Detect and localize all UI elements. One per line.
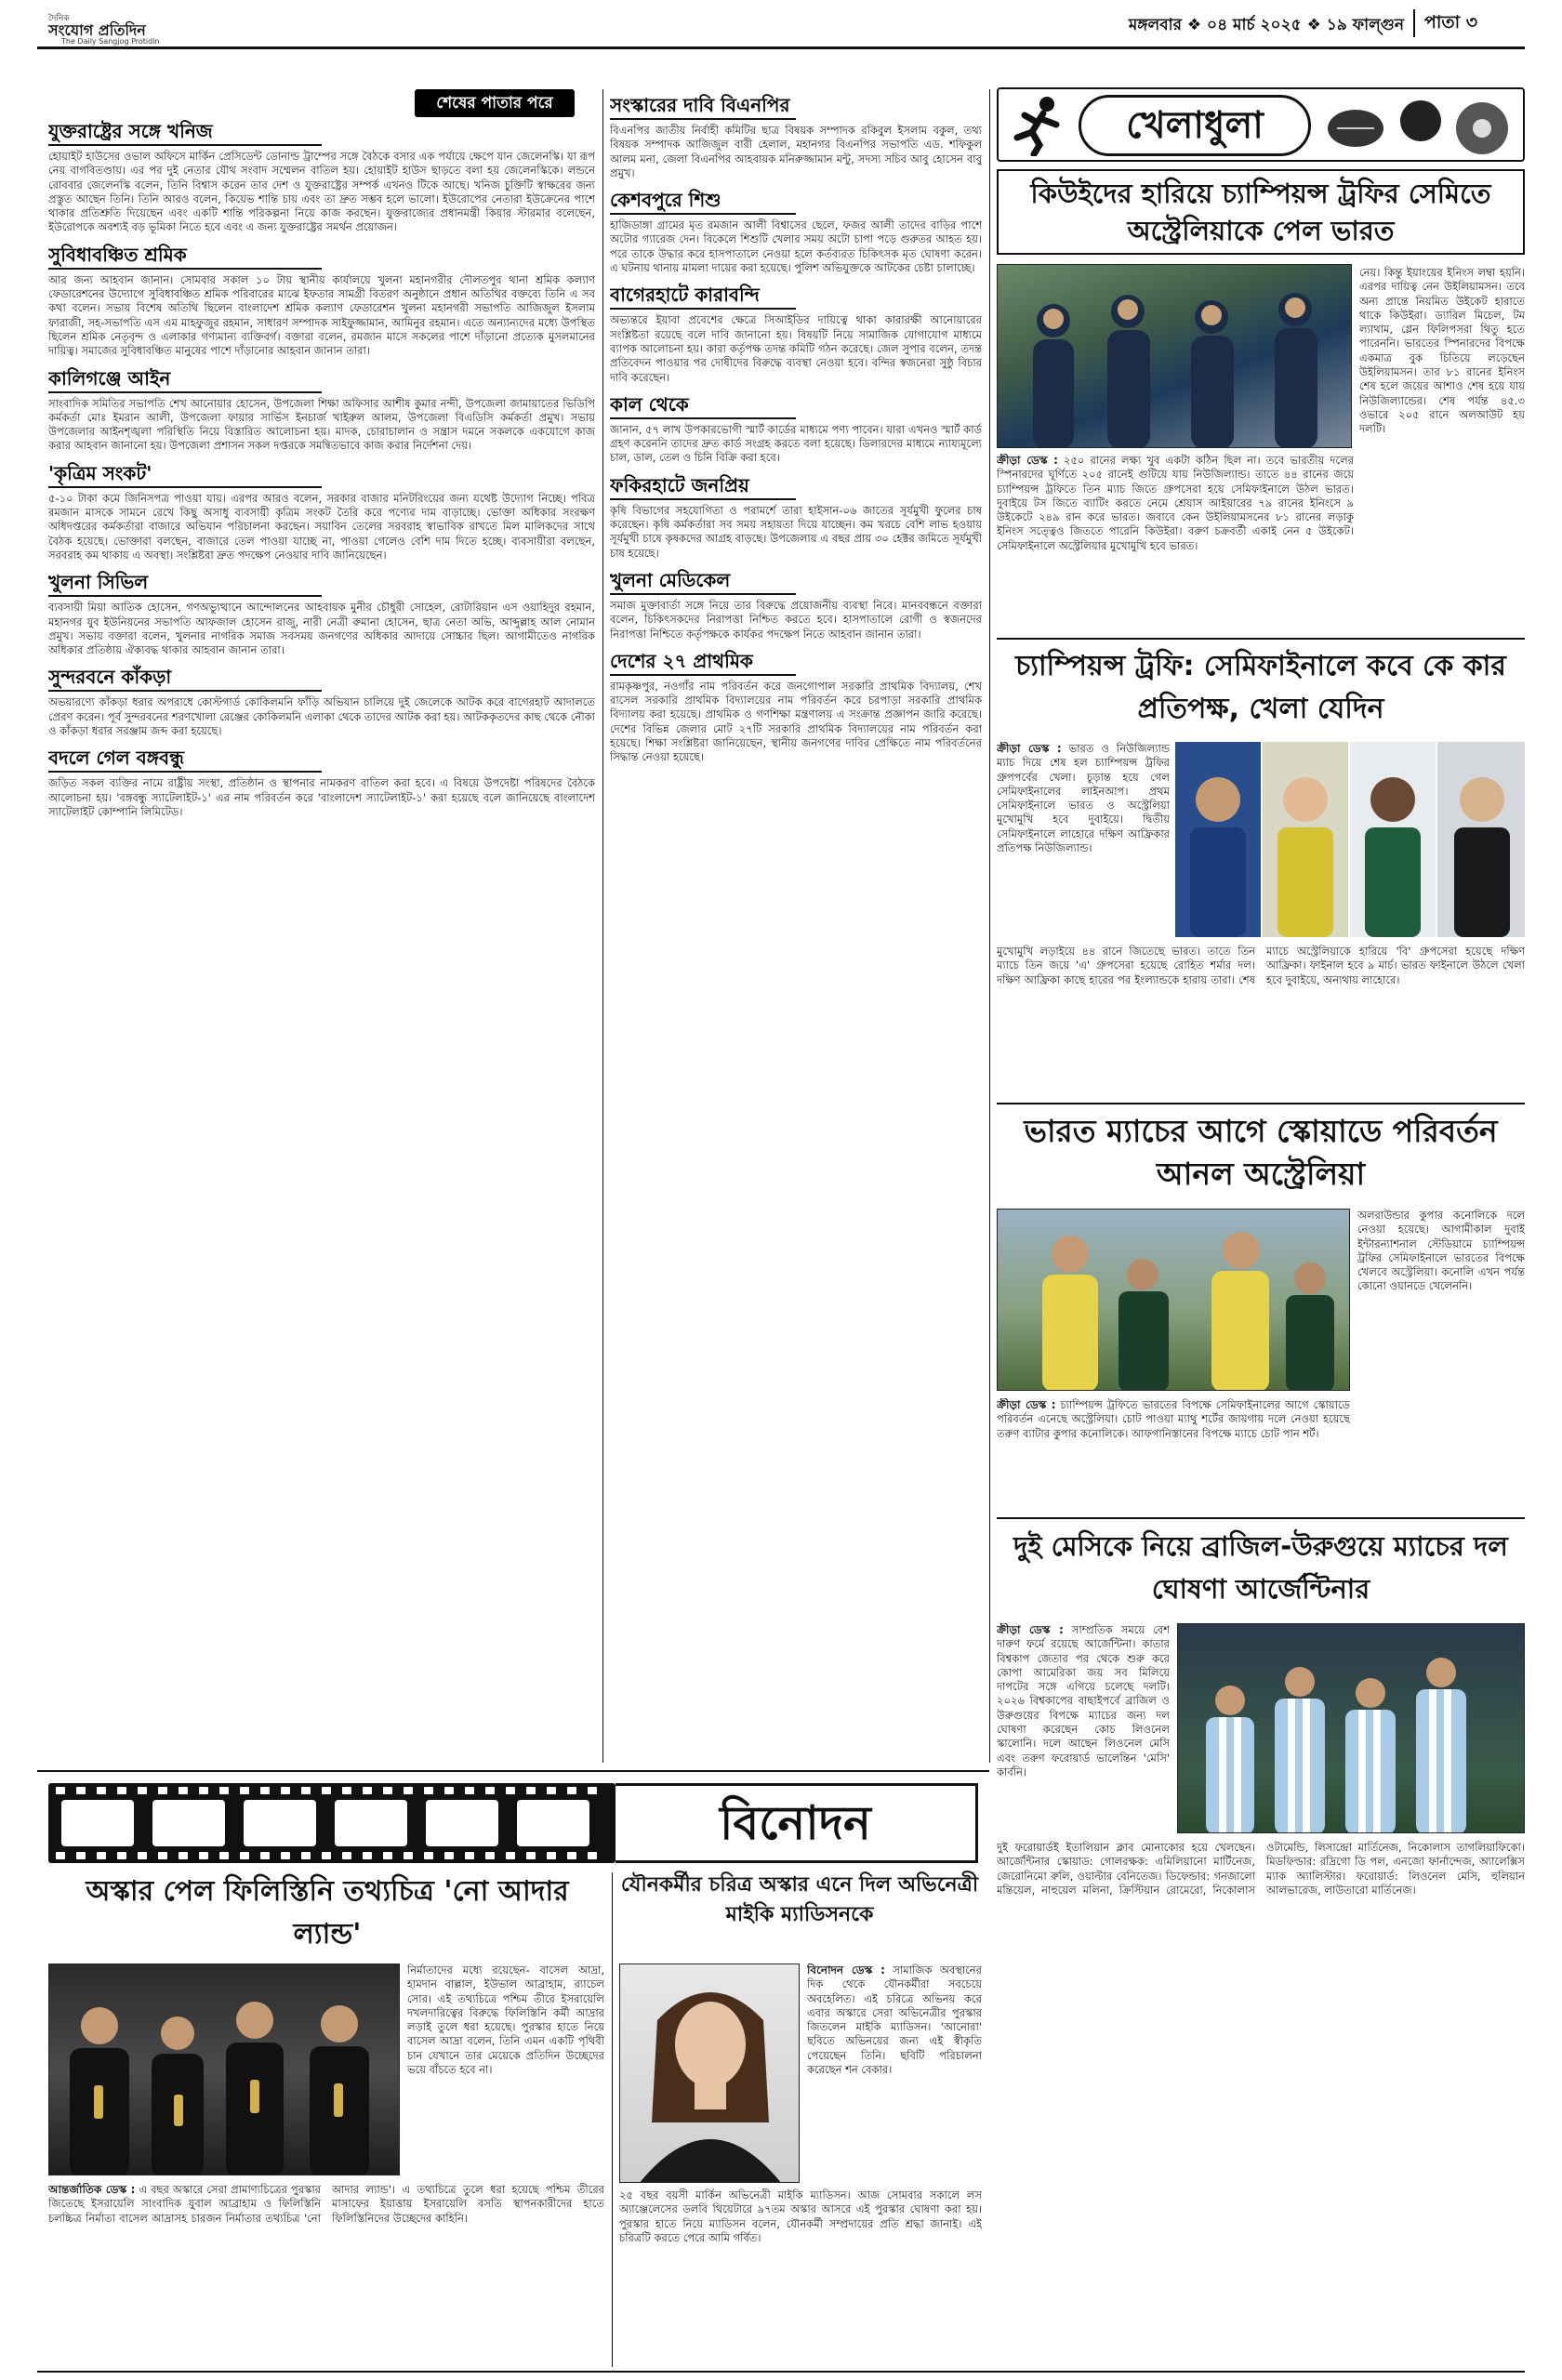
sports-title-box — [1079, 95, 1311, 156]
oscar-right-byline: বিনোদন ডেস্ক : — [807, 1964, 885, 1977]
lead-headline-text: কিউইদের হারিয়ে চ্যাম্পিয়ন্স ট্রফির সেমিতে অস্ট্রেলিয়াকে পেল ভারত — [1030, 178, 1491, 246]
squad-body-right: অলরাউন্ডার কুপার কনোলিকে দলে নেওয়া হয়েছে। আগামীকাল দুবাই ইন্টারন্যাশনাল স্টেডিয়ামে চ্যাম্পিয়ন্স ট্রফির সেমিফাইনালে ভারতের বিপক্ষে খেলবে অস্ট্রেলিয়া। কনোলি এখন পর্যন্ত কোনো ওয়ানডে খেলেননি। — [1357, 1209, 1525, 1293]
mid-article-body: জানান, ৫৭ লাখ উপকারভোগী স্মার্ট কার্ডের মাধ্যমে পণ্য পাবেন। যারা এখনও স্মার্ট কার্ড গ্রহণ করেননি তাদের দ্রুত কার্ড সংগ্রহ করতে বলা হয়েছে। ডিলারদের মাধ্যমে ন্যায্যমূল্যে চাল, ডাল, তেল ও চিনি বিক্রি করা হবে। — [610, 422, 982, 465]
sports-rule-3 — [997, 1517, 1525, 1519]
header-rule — [37, 46, 1525, 49]
oscar-left-headline — [48, 1871, 606, 1960]
brazil-body-left: ক্রীড়া ডেস্ক : সাম্প্রতিক সময়ে বেশ দারুণ ফর্মে রয়েছে আর্জেন্টিনা। কাতার বিশ্বকাপ জেতার পর থেকে শুরু করে কোপা আমেরিকা জয় সব মিলিয়ে দাপটের সঙ্গে এগিয়ে চলেছে দলটি। ২০২৬ বিশ্বকাপের বাছাইপর্বে ব্রাজিল ও উরুগুয়ের বিপক্ষে ম্যাচের জন্য দল ঘোষণা করেছেন কোচ লিওনেল স্কালোনি। দলে আছেন লিওনেল মেসি এবং তরুণ ফরোয়ার্ড ভালেন্তিন 'মেসি' কার্বনি। — [997, 1623, 1170, 1778]
left-article — [48, 746, 595, 819]
masthead-small: দৈনিক — [48, 14, 70, 23]
semi-body-left: ক্রীড়া ডেস্ক : ভারত ও নিউজিল্যান্ড ম্যাচ দিয়ে শেষ হল চ্যাম্পিয়ন্স ট্রফির গ্রুপপর্বের খেলা। চূড়ান্ত হয়ে গেল সেমিফাইনালের লাইনআপ। প্রথম সেমিফাইনালে ভারত ও অস্ট্রেলিয়া মুখোমুখি হবে দুবাইয়ে। দ্বিতীয় সেমিফাইনালে লাহোরে দক্ষিণ আফ্রিকার প্রতিপক্ষ নিউজিল্যান্ড। — [997, 742, 1170, 855]
mid-article-body: রামকৃষ্ণপুর, নওগাঁর নাম পরিবর্তন করে জনগোপাল সরকারি প্রাথমিক বিদ্যালয়, শেখ রাসেল সরকারি প্রাথমিক বিদ্যালয়ের নাম পরিবর্তন করে চরপাড়া সরকারি প্রাথমিক বিদ্যালয় করা হয়েছে। প্রাথমিক ও গণশিক্ষা মন্ত্রণালয় এ সংক্রান্ত প্রজ্ঞাপন জারি করেছে। দেশের বিভিন্ন জেলার মোট ২৭টি সরকারি প্রাথমিক বিদ্যালয়ের নাম পরিবর্তন করা হয়েছে। শিক্ষা সংশ্লিষ্টরা জানিয়েছেন, স্থানীয় জনগণের দাবির প্রেক্ষিতে নাম পরিবর্তনের সিদ্ধান্ত নেওয়া হয়েছে। — [610, 679, 982, 764]
left-article-headline: যুক্তরাষ্ট্রের সঙ্গে খনিজ — [48, 120, 213, 142]
mid-article-headline: কাল থেকে — [610, 392, 689, 416]
oscar-winners-photo — [48, 1964, 400, 2175]
semi-body-bottom: মুখোমুখি লড়াইয়ে ৪৪ রানে জিতেছে ভারত। তাতে তিন ম্যাচে তিন জয়ে 'এ' গ্রুপসেরা হয়েছে রোহিত শর্মার দল। দক্ষিণ আফ্রিকা কাছে হারের পর ইংল্যান্ডকে হারায় তারা। শেষ ম্যাচে অস্ট্রেলিয়াকে হারিয়ে 'বি' গ্রুপসেরা হয়েছে দক্ষিণ আফ্রিকা। ফাইনাল হবে ৯ মার্চ। ভারত ফাইনালে উঠলে খেলা হবে দুবাইয়ে, অন্যথায় লাহোরে। — [997, 945, 1525, 986]
mid-article-body: সমাজ মুক্তাবার্তা সঙ্গে নিয়ে তার বিরুদ্ধে প্রয়োজনীয় ব্যবস্থা নিবে। মানববন্ধনে বক্তারা বলেন, চিকিৎসকদের নিরাপত্তা নিশ্চিত করতে হবে। হাসপাতালে রোগী ও স্বজনদের নিরাপত্তা নিশ্চিতে কর্তৃপক্ষকে কার্যকর পদক্ষেপ নিতে আহবান জানান তারা। — [610, 598, 982, 641]
entertainment-title-box — [616, 1783, 978, 1863]
entertainment-divider — [612, 1872, 613, 2367]
entertainment-title: বিনোদন — [720, 1796, 871, 1850]
oscar-left-body-bottom: আন্তর্জাতিক ডেস্ক : এ বছর অস্কারে সেরা প্রামাণ্যচিত্রের পুরস্কার জিতেছে ইসরায়েলি সাংবাদিক যুবাল আব্রাহাম ও ফিলিস্তিনি চলচ্চিত্র নির্মাতা বাসেল আদ্রাসহ চারজন নির্মাতার তথ্যচিত্র 'নো আদার ল্যান্ড'। এ তথ্যচিত্রে তুলে ধরা হয়েছে পশ্চিম তীরের মাসাফের ইয়াত্তায় ইসরায়েলি বসতি স্থাপনকারীদের হাতে ফিলিস্তিনিদের উচ্ছেদের কাহিনি। — [48, 2183, 604, 2225]
page-header — [37, 9, 1525, 50]
semi-headline-text: চ্যাম্পিয়ন্স ট্রফি: সেমিফাইনালে কবে কে কার প্রতিপক্ষ, খেলা যেদিন — [1015, 650, 1506, 725]
left-article-underline — [48, 486, 322, 488]
page-bottom-rule — [37, 2371, 1525, 2373]
left-article — [48, 665, 595, 738]
sports-header — [997, 87, 1525, 162]
left-article-body: জড়িত সকল ব্যক্তির নামে রাষ্ট্রীয় সংস্থা, প্রতিষ্ঠান ও স্থাপনার নামকরণ বাতিল করা হবে। এ বিষয়ে উপদেষ্টা পরিষদের বৈঠকে আলোচনা হয়। 'বঙ্গবন্ধু স্যাটেলাইট-১' এর নাম পরিবর্তন করে 'বাংলাদেশ স্যাটেলাইট-১' করা হয়েছে বলে জানিয়েছে বাংলাদেশ স্যাটেলাইট কোম্পানি লিমিটেড। — [48, 776, 595, 818]
mid-article-underline — [610, 118, 796, 120]
masthead-title: সংযোগ প্রতিদিন — [48, 21, 146, 39]
page-label — [1413, 9, 1525, 37]
brazil-headline — [997, 1525, 1525, 1614]
mid-article — [610, 649, 982, 765]
sports-title: খেলাধুলা — [1126, 104, 1264, 147]
lead-body-right: নেয়। কিন্তু ইয়াংয়ের ইনিংস লম্বা হয়নি। এরপর দায়িত্ব নেন উইলিয়ামসন। তবে অন্য প্রান্তে নিয়মিত উইকেট হারাতে থাকে কিউইরা। ড্যারিল মিচেল, টম ল্যাথাম, গ্লেন ফিলিপসরা থিতু হতে পারেননি। ভারতের স্পিনারদের বিপক্ষে একমাত্র বুক চিতিয়ে লড়েছেন উইলিয়ামসন। তার ৮১ রানের ইনিংস শেষ হলে জয়ের আশাও শেষ হয়ে যায় নিউজিল্যান্ডের। শেষ পর্যন্ত ৪৫.৩ ওভারে ২০৫ রানে অলআউট হয় দলটি। — [1359, 266, 1525, 436]
left-article-underline — [48, 144, 322, 146]
lead-body-left: ক্রীড়া ডেস্ক : ২৫০ রানের লক্ষ্য খুব একটা কঠিন ছিল না। তবে ভারতীয় দলের স্পিনারদের ঘূর্ণিতে ২০৫ রানেই গুটিয়ে যায় নিউজিল্যান্ড। তাতে ৪৪ রানের জয়ে চ্যাম্পিয়ন্স ট্রফিতে তিন ম্যাচ জিতে গ্রুপসেরা হয়ে সেমিফাইনালে উঠল ভারত। দুবাইয়ে টস জিতে ব্যাটিং করতে নেমে শ্রেয়াস আইয়ারের ৭৯ রানের ইনিংসে ৯ উইকেটে ২৪৯ রান করে ভারত। জবাবে কেন উইলিয়ামসনের ৮১ রানের লড়াকু ইনিংস সত্ত্বেও জিততে পারেনি কিউইরা। বরুণ চক্রবর্তী একাই নেন ৫ উইকেট। সেমিফাইনালে অস্ট্রেলিয়ার মুখোমুখি হবে ভারত। — [997, 454, 1354, 552]
squad-byline: ক্রীড়া ডেস্ক : — [997, 1398, 1056, 1411]
left-article-body: ৫-১০ টাকা কমে জিনিসপত্র পাওয়া যায়। এরপর আরও বলেন, সরকার বাজার মনিটরিংয়ের জন্য যথেষ্ট উদ্যোগ নিচ্ছে। পবিত্র রমজান মাসকে সামনে রেখে কিছু অসাধু ব্যবসায়ী কৃত্রিম সংকট তৈরি করে পণ্যের দাম বাড়াচ্ছে। ভোক্তা অধিকার সংরক্ষণ অধিদপ্তরের কর্মকর্তারা বাজারে অভিযান পরিচালনা করছেন। সয়াবিন তেলের সরবরাহ স্বাভাবিক রাখতে মিল মালিকদের সাথে বৈঠক হয়েছে। ভোক্তারা বলছেন, বাজারে তেল পাওয়া যাচ্ছে না, পাওয়া গেলেও বেশি দাম দিতে হচ্ছে। ব্যবসায়ীরা বলছেন, সরবরাহ কম থাকায় এ অবস্থা। সংশ্লিষ্টরা দ্রুত পদক্ষেপ নেওয়ার দাবি জানিয়েছেন। — [48, 491, 595, 562]
argentina-team-photo — [1177, 1623, 1525, 1833]
left-article — [48, 119, 595, 235]
oscar-right-body-right: বিনোদন ডেস্ক : সামাজিক অবস্থানের দিক থেকে যৌনকর্মীরা সবচেয়ে অবহেলিত। এই চরিত্রে অভিনয় করে এবার অস্কারে সেরা অভিনেত্রীর পুরস্কার জিতলেন মাইকি ম্যাডিসন। 'আনোরা' ছবিতে অভিনয়ের জন্য এই স্বীকৃতি পেয়েছেন তিনি। ছবিটি পরিচালনা করেছেন শন বেকার। — [807, 1964, 982, 2077]
lead-headline — [997, 169, 1525, 255]
brazil-body-bottom: দুই ফরোয়ার্ডই ইতালিয়ান ক্লাব মোনাকোর হয়ে খেলছেন। আর্জেন্টিনার স্কোয়াড: গোলরক্ষক: এমিলিয়ানো মার্টিনেজ, জেরোনিমো রুলি, ওয়াল্টার বেনিতেজ। ডিফেন্ডার: গনজালো মন্তিয়েল, নাহুয়েল মলিনা, ক্রিস্টিয়ান রোমেরো, নিকোলাস ওটামেন্ডি, লিসান্দ্রো মার্তিনেজ, নিকোলাস তাগলিয়াফিকো। মিডফিল্ডার: রদ্রিগো ডি পল, এনজো ফার্নান্দেজ, অ্যালেক্সিস ম্যাক অ্যালিস্টার। ফরোয়ার্ড: লিওনেল মেসি, হুলিয়ান আলভারেজ, লাউতারো মার্তিনেজ। — [997, 1841, 1525, 1897]
oscar-right-headline — [617, 1871, 982, 1960]
sports-section — [997, 87, 1527, 2328]
mid-article — [610, 473, 982, 561]
semi-byline: ক্রীড়া ডেস্ক : — [997, 742, 1062, 755]
left-article-headline: কালিগঞ্জে আইন — [48, 366, 171, 390]
mid-article-underline — [610, 674, 796, 676]
masthead-sub: The Daily Sangjog Protidin — [61, 37, 160, 46]
left-article-body: আর জন্য আহবান জানান। সোমবার সকাল ১০ টায় স্থানীয় কার্যালয়ে খুলনা মহানগরীর দৌলতপুর থানা শ্রমিক কল্যাণ ফেডারেশনের উদ্যোগে সুবিধাবঞ্চিত শ্রমিক পরিবারের মাঝে ইফতার সামগ্রী বিতরণ অনুষ্ঠানে প্রধান অতিথির বক্তব্যে তিনি এ সব কথা বলেন। সভায় বিশেষ অতিথি ছিলেন বাংলাদেশ শ্রমিক কল্যাণ ফেডারেশন খুলনা মহানগরী সভাপতি আজিজুল ইসলাম ফারাজী, সহ-সভাপতি এস এম মাহফুজুর রহমান, সাধারণ সম্পাদক সাইফুজ্জামান, আমিনুর রহমান। এতে অন্যান্যদের মধ্যে উপস্থিত ছিলেন শ্রমিক নেতৃবৃন্দ ও এলাকার গণ্যমান্য ব্যক্তিবর্গ। বক্তারা বলেন, রমজান মাসে সকলের পাশে দাঁড়ানো প্রত্যেক মুসলমানের দায়িত্ব। সমাজের সুবিধাবঞ্চিত মানুষের পাশে দাঁড়ানোর আহবান জানান তারা। — [48, 272, 595, 358]
left-article — [48, 366, 595, 454]
mid-article — [610, 392, 982, 466]
column-divider-2 — [989, 89, 990, 1763]
brazil-byline: ক্রীড়া ডেস্ক : — [997, 1623, 1064, 1636]
continued-banner — [415, 89, 575, 117]
mid-article-headline: বাগেরহাটে কারাবন্দি — [610, 284, 760, 307]
left-article-headline: সুবিধাবঞ্চিত শ্রমিক — [48, 243, 187, 266]
sports-rule-1 — [997, 638, 1525, 640]
mid-article-body: কৃষি বিভাগের সহযোগিতা ও পরামর্শে তারা হাইসান-০৬ জাতের সূর্যমুখী ফুলের চাষ করেছেন। কৃষি কর্মকর্তারা সব সময় সহায়তা দিয়ে যাচ্ছেন। কম খরচে বেশি লাভ হওয়ায় সূর্যমুখী চাষে কৃষকদের আগ্রহ বাড়ছে। উপজেলায় এ বছর প্রায় ৩০ হেক্টর জমিতে সূর্যমুখী চাষ হয়েছে। — [610, 503, 982, 560]
mid-article-headline: দেশের ২৭ প্রাথমিক — [610, 649, 753, 672]
mid-article-underline — [610, 213, 796, 215]
mikey-madison-photo — [619, 1964, 800, 2183]
left-article-body: অভয়ারণ্যে কাঁকড়া ধরার অপরাধে কোস্টগার্ড কোকিলমনি ফাঁড়ি অভিযান চালিয়ে দুই জেলেকে আটক করে বাগেরহাট আদালতে প্রেরণ করেন। পূর্ব সুন্দরবনের শরণখোলা রেঞ্জের কোকিলমনি এলাকা থেকে তাদের আটক করা হয়। আটককৃতদের কাছ থেকে নৌকা ও কাঁকড়া ধরার সরঞ্জাম জব্দ করা হয়েছে। — [48, 695, 595, 738]
mid-article — [610, 283, 982, 384]
oscar-left-headline-text: অস্কার পেল ফিলিস্তিনি তথ্যচিত্র 'নো আদার ল্যান্ড' — [86, 1875, 569, 1950]
mid-article-underline — [610, 417, 796, 419]
masthead-logo — [48, 11, 234, 48]
mid-article-underline — [610, 593, 796, 595]
left-article-body: ব্যবসায়ী মিয়া আতিক হোসেন, গণঅভ্যুত্থানে আন্দোলনের আহবায়ক মুনীর চৌধুরী সোহেল, রোটারিয়ান এস ওয়াহিদুর রহমান, মহানগর যুব ইউনিয়নের সভাপতি আফজাল হোসেন রাজু, নারী নেত্রী রুমানা হোসেন, ছাত্র নেতা অভি, আব্দুল্লাহ আল নোমান প্রমুখ। সভায় বক্তারা বলেন, খুলনার নাগরিক সমাজ সবসময় জনগণের অধিকার আদায়ে সোচ্চার ছিল। আগামীতেও নাগরিক অধিকার প্রতিষ্ঠায় ঐক্যবদ্ধ থাকার আহবান জানান তারা। — [48, 601, 595, 657]
balls-icon — [1318, 95, 1521, 158]
oscar-right-body-bottom: ২৫ বছর বয়সী মার্কিন অভিনেত্রী মাইকি ম্যাডিসন। আজ সোমবার সকালে লস অ্যাঞ্জেলেসের ডলবি থিয়েটারে ৯৭তম অস্কার আসরে এই পুরস্কার ঘোষণা করা হয়। পুরস্কার হাতে নিয়ে ম্যাডিসন বলেন, যৌনকর্মী সম্প্রদায়ের প্রতি শ্রদ্ধা জানাই। এই চরিত্রটি করতে পেরে আমি গর্বিত। — [619, 2188, 982, 2244]
left-article — [48, 461, 595, 562]
mid-article — [610, 93, 982, 180]
captains-photo — [1175, 742, 1525, 937]
left-article-headline: 'কৃত্রিম সংকট' — [48, 461, 152, 484]
left-article-body: সাংবাদিক সমিতির সভাপতি শেখ আনোয়ার হোসেন, উপজেলা শিক্ষা অফিসার আশীষ কুমার নন্দী, উপজেলা জামায়াতের ভিডিপি কর্মকর্তা মোঃ ইমরান আলী, উপজেলা ফায়ার সার্ভিস ইনচার্জ খাইরুল আলম, উপজেলা বিএডিসি কর্মকর্তা প্রমুখ। সভায় উপজেলার আইনশৃঙ্খলা পরিস্থিতি নিয়ে বিস্তারিত আলোচনা হয়। মাদক, চোরাচালান ও সন্ত্রাস দমনে সকলকে একযোগে কাজ করার আহবান জানানো হয়। উপজেলা প্রশাসন সকল দপ্তরকে সমন্বিতভাবে কাজ করার নির্দেশনা দেয়। — [48, 396, 595, 453]
oscar-left-body-right: নির্মাতাদের মধ্যে রয়েছেন- বাসেল আদ্রা, হামদান বাল্লাল, ইউভাল আব্রাহাম, র‍্যাচেল সোর। এই তথ্যচিত্রে পশ্চিম তীরে ইসরায়েলি দখলদারিত্বের বিরুদ্ধে ফিলিস্তিনি কর্মী আদ্রার লড়াই তুলে ধরা হয়েছে। পুরস্কার হাতে নিয়ে বাসেল আদ্রা বলেন, তিনি এমন একটি পৃথিবী চান যেখানে তার মেয়েকে প্রতিদিন উচ্ছেদের ভয়ে বাঁচতে হবে না। — [407, 1964, 604, 2077]
left-news-column — [48, 119, 595, 1765]
mid-article-underline — [610, 308, 796, 310]
left-article-underline — [48, 595, 322, 597]
brazil-headline-text: দুই মেসিকে নিয়ে ব্রাজিল-উরুগুয়ে ম্যাচের দল ঘোষণা আর্জেন্টিনার — [1013, 1530, 1508, 1605]
mid-article-body: হাজিডাঙ্গা গ্রামের মৃত রমজান আলী বিশ্বাসের ছেলে, ফজর আলী তাদের বাড়ির পাশে অটোর গ্যারেজ দেন। বিকেলে শিশুটি খেলার সময় অটো চাপা পড়ে গুরুতর আহত হয়। পরে তাকে উদ্ধার করে হাসপাতালে নেওয়া হলে কর্তব্যরত চিকিৎসক মৃত ঘোষণা করেন। এ ঘটনায় থানায় মামলা দায়ের করা হয়েছে। পুলিশ অভিযুক্তকে আটকের চেষ্টা চালাচ্ছে। — [610, 218, 982, 275]
left-article-headline: খুলনা সিভিল — [48, 571, 149, 594]
semi-headline — [997, 645, 1525, 734]
dateline: মঙ্গলবার ❖ ০৪ মার্চ ২০২৫ ❖ ১৯ ফাল্গুন — [1128, 16, 1404, 34]
mid-article-headline: খুলনা মেডিকেল — [610, 568, 731, 591]
left-article-underline — [48, 771, 322, 773]
mid-news-column — [610, 93, 982, 1763]
australia-training-photo — [997, 1209, 1350, 1391]
entertainment-header — [48, 1783, 978, 1863]
mid-article-headline: কেশবপুরে শিশু — [610, 189, 721, 212]
column-divider-1 — [602, 89, 603, 1763]
left-article — [48, 570, 595, 657]
continued-banner-label: শেষের পাতার পরে — [436, 94, 553, 112]
mid-article — [610, 568, 982, 641]
mid-article-underline — [610, 498, 796, 500]
mid-article-body: বিএনপির জাতীয় নির্বাহী কমিটির ছাত্র বিষয়ক সম্পাদক রকিবুল ইসলাম বকুল, তথ্য বিষয়ক সম্পাদক আজিজুল বারী হেলাল, মহানগর বিএনপির সভাপতি এড. শফিকুল আলম মনা, জেলা বিএনপির আহবায়ক মনিরুজ্জামান মন্টু, সদস্য সচিব আবু হোসেন বাবু প্রমুখ। — [610, 124, 982, 179]
squad-body-bottom: ক্রীড়া ডেস্ক : চ্যাম্পিয়ন্স ট্রফিতে ভারতের বিপক্ষে সেমিফাইনালের আগে স্কোয়াডে পরিবর্তন এনেছে অস্ট্রেলিয়া। চোট পাওয়া ম্যাথু শর্টের জায়গায় দলে নেওয়া হয়েছে তরুণ ব্যাটার কুপার কনোলিকে। আফগানিস্তানের বিপক্ষে ম্যাচে চোট পান শর্ট। — [997, 1398, 1350, 1440]
entertainment-top-rule — [37, 1770, 989, 1772]
mid-article-headline: সংস্কারের দাবি বিএনপির — [610, 94, 790, 116]
mid-article-headline: ফকিরহাটে জনপ্রিয় — [610, 473, 749, 496]
sports-rule-2 — [997, 1103, 1525, 1104]
squad-headline-text: ভারত ম্যাচের আগে স্কোয়াডে পরিবর্তন আনল অস্ট্রেলিয়া — [1024, 1113, 1498, 1192]
left-article-headline: সুন্দরবনে কাঁকড়া — [48, 666, 172, 689]
left-article-underline — [48, 391, 322, 393]
india-celebration-photo — [997, 264, 1352, 448]
squad-headline — [997, 1110, 1525, 1199]
left-article — [48, 243, 595, 359]
left-article-underline — [48, 268, 322, 270]
left-article-body: হোয়াইট হাউসের ওভাল অফিসে মার্কিন প্রেসিডেন্ট ডোনাল্ড ট্রাম্পের সঙ্গে বৈঠকে বসার এক পর্যায়ে ক্ষেপে যান জেলেনস্কি। যা রূপ নেয় বাগবিতণ্ডায়। এর পর দুই নেতার যৌথ সংবাদ সম্মেলন বাতিল হয়। হোয়াইট হাউস ছাড়তে বলা হয় জেলেনস্কিকে। লন্ডনে রোববার জেলেনস্কি বলেন, তিনি বিশ্বাস করেন তার দেশ ও যুক্তরাষ্ট্রের সম্পর্ক এখনও টিকে আছে। খনিজ চুক্তিটি স্বাক্ষরের জন্য প্রস্তুত আছেন তিনি। তিনি আরও বলেন, কিয়েভ শান্তি চায় এবং তা দ্রুত সম্ভব হলে ভালো। ইউরোপের নেতারা ইউক্রেনের পাশে থাকার প্রতিশ্রুতি দিয়েছেন এবং একটি শান্তি পরিকল্পনা নিয়ে কাজ করছেন। যুক্তরাজ্যের প্রধানমন্ত্রী কিয়ার স্টারমার বলেছেন, ইউরোপকে অবশ্যই বড় ভূমিকা নিতে হবে এবং এ জন্য যুক্তরাষ্ট্রের সমর্থন প্রয়োজন। — [48, 150, 595, 234]
mid-article-body: অভ্যন্তরে ইয়াবা প্রবেশের ক্ষেত্রে সিআইডির দায়িত্বে থাকা কারারক্ষী আনোয়ারের সংশ্লিষ্টতা রয়েছে বলে দাবি জানানো হয়। বিষয়টি নিয়ে সামাজিক যোগাযোগ মাধ্যমে ব্যাপক আলোচনা হয়। কারা কর্তৃপক্ষ তদন্ত কমিটি গঠন করেছে। জেল সুপার বলেন, তদন্ত প্রতিবেদন পাওয়ার পর দোষীদের বিরুদ্ধে ব্যবস্থা নেওয়া হবে। বন্দির স্বজনেরা সুষ্ঠু বিচার দাবি করেছেন। — [610, 313, 982, 384]
film-strip-icon — [48, 1783, 616, 1863]
mid-article — [610, 188, 982, 275]
left-article-headline: বদলে গেল বঙ্গবন্ধু — [48, 747, 184, 770]
left-article-underline — [48, 690, 322, 692]
runner-icon — [1006, 95, 1071, 156]
page-number: পাতা ৩ — [1424, 12, 1478, 33]
oscar-right-headline-text: যৌনকর্মীর চরিত্র অস্কার এনে দিল অভিনেত্রী মাইকি ম্যাডিসনকে — [620, 1873, 979, 1926]
oscar-left-byline: আন্তর্জাতিক ডেস্ক : — [48, 2183, 136, 2196]
lead-byline: ক্রীড়া ডেস্ক : — [997, 454, 1058, 467]
